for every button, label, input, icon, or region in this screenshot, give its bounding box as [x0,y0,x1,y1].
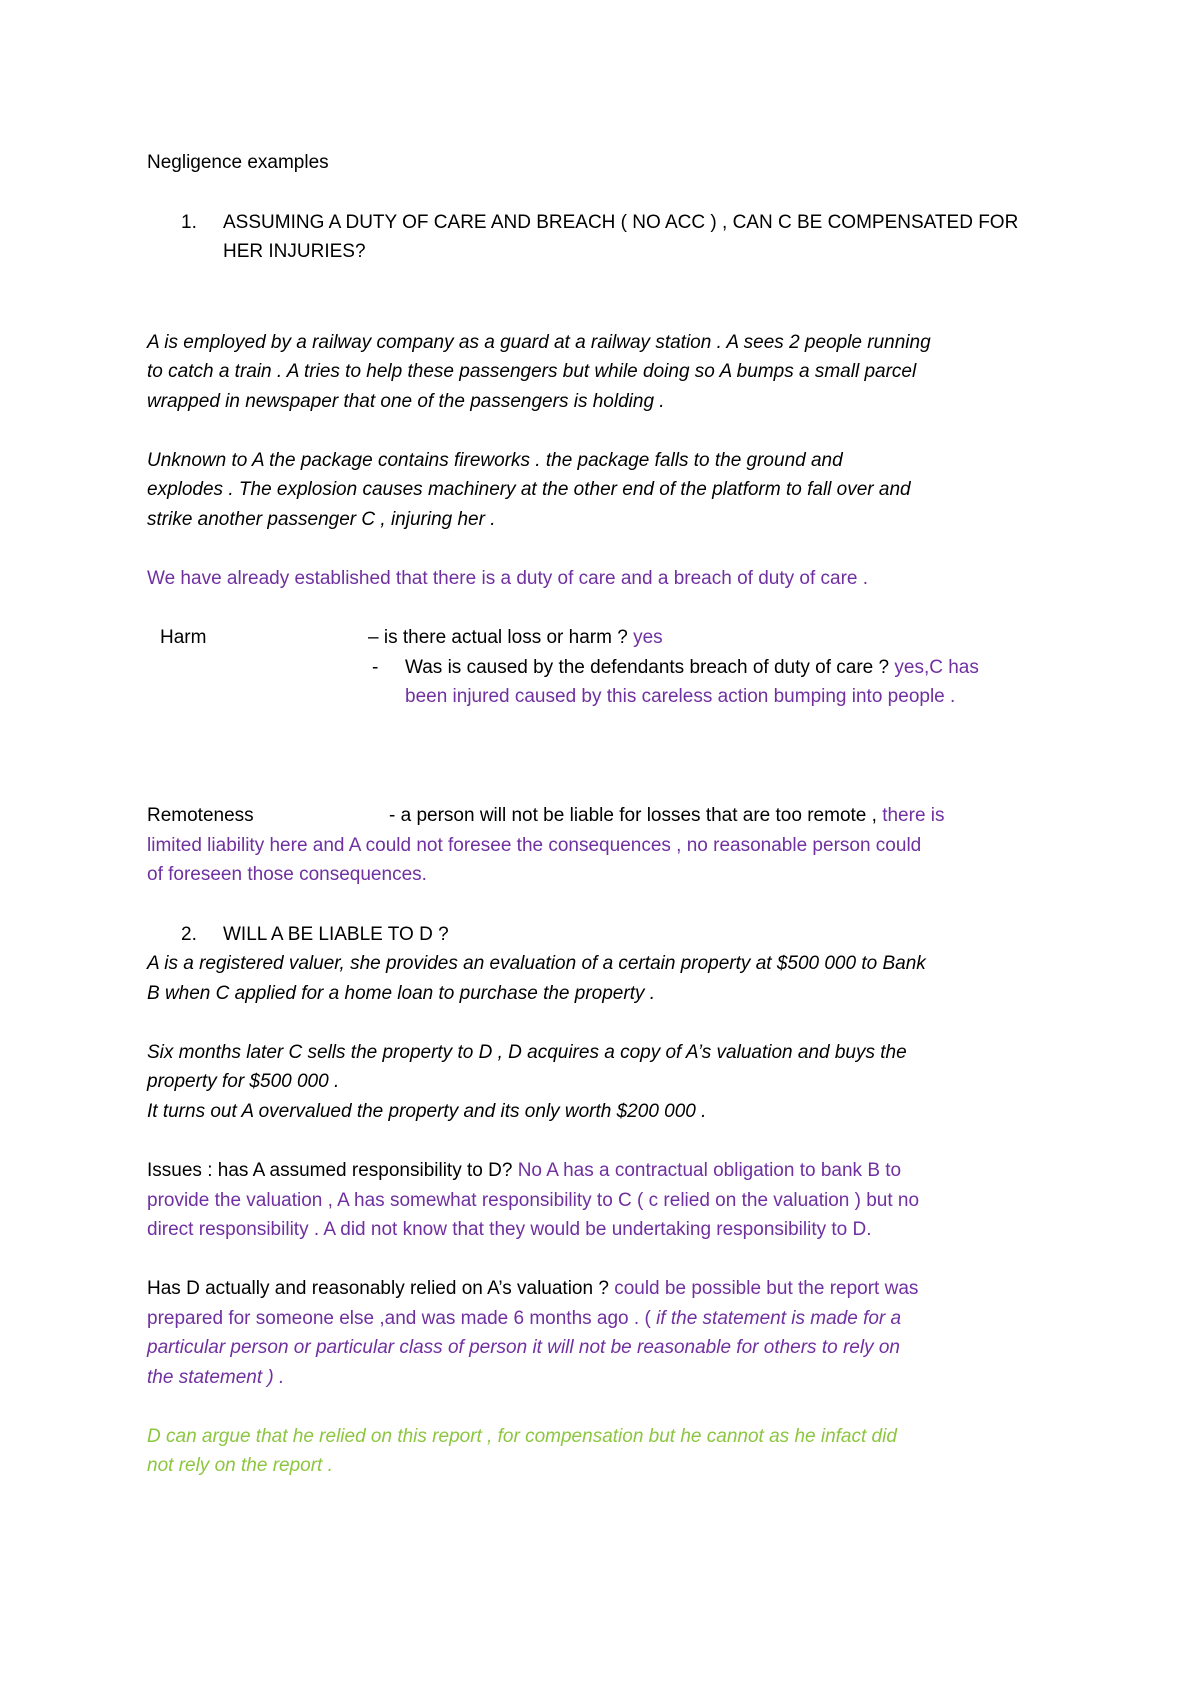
p2-line2: explodes . The explosion causes machinery at the other end of the platform to fall over and [147,479,911,500]
p1-line3: wrapped in newspaper that one of the passengers is holding . [147,391,665,412]
document-title: Negligence examples [147,152,329,173]
p3-line2: B when C applied for a home loan to purchase the property . [147,983,656,1004]
issues-answer-line2: provide the valuation , A has somewhat responsibility to C ( c relied on the valuation ) but no [147,1190,920,1211]
q1-heading-line1: ASSUMING A DUTY OF CARE AND BREACH ( NO ACC ) , CAN C BE COMPENSATED FOR [223,212,1019,233]
q1-number: 1. [181,212,197,233]
issues-answer: No A has a contractual obligation to bank B to [517,1160,902,1181]
harm-bullet-1 [368,623,663,652]
issues-question: Issues : has A assumed responsibility to D? [147,1160,518,1181]
remoteness-label: Remoteness [147,805,254,826]
reliance-answer-line3: particular person or particular class of person it will not be reasonable for others to rely on [147,1337,900,1358]
established-statement: We have already established that there is a duty of care and a breach of duty of care . [147,568,869,589]
harm-bullet-2 [405,653,979,682]
p4-line1: Six months later C sells the property to D , D acquires a copy of A’s valuation and buys the [147,1042,907,1063]
harm-bullet-2-dash: - [372,657,379,678]
issues-line1 [147,1156,901,1185]
reliance-line2 [147,1304,901,1333]
harm-bullet-1-answer: yes [633,627,663,648]
reliance-question: Has D actually and reasonably relied on A’s valuation ? [147,1278,615,1299]
reliance-line1 [147,1274,918,1303]
p4-line3: It turns out A overvalued the property and its only worth $200 000 . [147,1101,707,1122]
remoteness-answer-line2: limited liability here and A could not foresee the consequences , no reasonable person could [147,835,922,856]
p1-line2: to catch a train . A tries to help these passengers but while doing so A bumps a small parcel [147,361,917,382]
q2-heading: WILL A BE LIABLE TO D ? [223,924,449,945]
q1-heading-line2: HER INJURIES? [223,241,366,262]
p2-line3: strike another passenger C , injuring her . [147,509,496,530]
reliance-answer-line4: the statement ) . [147,1367,285,1388]
remoteness-answer-line3: of foreseen those consequences. [147,864,427,885]
remoteness-answer: there is [882,805,945,826]
reliance-answer: could be possible but the report was [614,1278,919,1299]
harm-bullet-1-text: – is there actual loss or harm ? [368,627,634,648]
reliance-answer-line2-italic: if the statement is made for a [656,1308,902,1329]
conclusion-line2: not rely on the report . [147,1455,333,1476]
remoteness-text: - a person will not be liable for losses that are too remote , [389,805,883,826]
harm-bullet-2-text: Was is caused by the defendants breach of duty of care ? [405,657,895,678]
harm-label: Harm [160,627,207,648]
p1-line1: A is employed by a railway company as a guard at a railway station . A sees 2 people running [147,332,931,353]
q2-number: 2. [181,924,197,945]
issues-answer-line3: direct responsibility . A did not know that they would be undertaking responsibility to D. [147,1219,872,1240]
p2-line1: Unknown to A the package contains fireworks . the package falls to the ground and [147,450,843,471]
conclusion-line1: D can argue that he relied on this report , for compensation but he cannot as he infact did [147,1426,897,1447]
p4-line2: property for $500 000 . [147,1071,340,1092]
harm-bullet-2-answer-line2: been injured caused by this careless action bumping into people . [405,686,956,707]
reliance-answer-line2: prepared for someone else ,and was made 6 months ago . ( [147,1308,657,1329]
harm-bullet-2-answer: yes,C has [894,657,979,678]
remoteness-line1 [389,801,945,830]
p3-line1: A is a registered valuer, she provides an evaluation of a certain property at $500 000 to Bank [147,953,926,974]
